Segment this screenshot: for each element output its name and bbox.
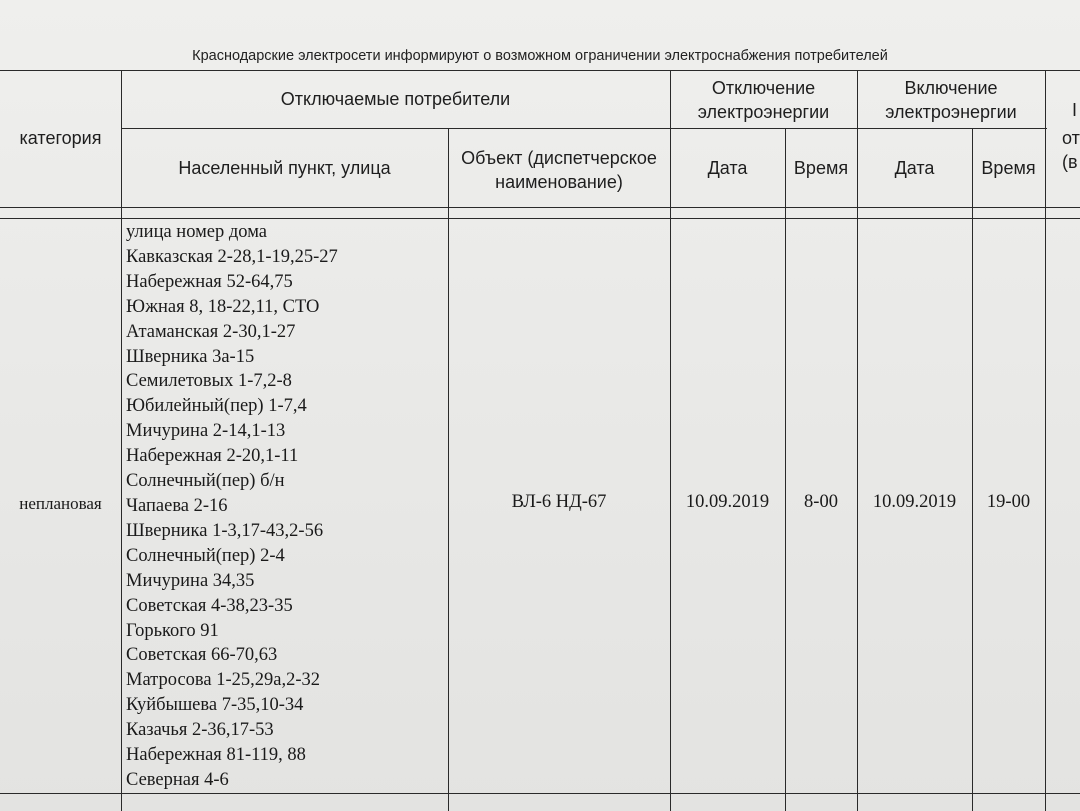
list-item: Атаманская 2-30,1-27 bbox=[126, 321, 296, 342]
header-cut-3: (в bbox=[1062, 152, 1078, 172]
list-item: Шверника 1-3,17-43,2-56 bbox=[126, 520, 324, 541]
object-col-border bbox=[670, 70, 671, 811]
header-consumers: Отключаемые потребители bbox=[280, 89, 511, 109]
list-item: улица номер дома bbox=[126, 222, 267, 242]
header-mid-border bbox=[121, 128, 1047, 129]
list-item: Куйбышева 7-35,10-34 bbox=[126, 695, 304, 716]
list-item: Мичурина 2-14,1-13 bbox=[126, 421, 286, 442]
table-top-border bbox=[0, 70, 1080, 71]
list-item: Мичурина 34,35 bbox=[126, 570, 255, 591]
row-category: неплановая bbox=[19, 494, 102, 513]
row-bottom-border bbox=[0, 793, 1080, 794]
header-on-line1: Включение bbox=[904, 78, 998, 98]
off-time-col-border bbox=[857, 70, 858, 811]
header-on-date: Дата bbox=[894, 158, 935, 178]
header-off-line2: электроэнергии bbox=[697, 102, 830, 122]
off-date-col-border bbox=[785, 128, 786, 811]
street-col-border bbox=[448, 128, 449, 811]
header-cut-1: I bbox=[1072, 100, 1078, 120]
list-item: Набережная 2-20,1-11 bbox=[126, 446, 299, 467]
row-on-time: 19-00 bbox=[986, 492, 1031, 512]
row-off-date: 10.09.2019 bbox=[685, 492, 770, 512]
row-object: ВЛ-6 НД-67 bbox=[511, 492, 607, 512]
list-item: Казачья 2-36,17-53 bbox=[126, 720, 274, 741]
list-item: Матросова 1-25,29а,2-32 bbox=[126, 670, 321, 691]
list-item: Набережная 81-119, 88 bbox=[126, 745, 306, 766]
header-locality-street: Населенный пункт, улица bbox=[178, 158, 391, 178]
list-item: Северная 4-6 bbox=[126, 769, 229, 790]
header-bottom-border-2 bbox=[0, 218, 1080, 219]
header-object-line1: Объект (диспетчерское bbox=[461, 148, 657, 168]
row-off-time: 8-00 bbox=[804, 492, 838, 512]
list-item: Советская 4-38,23-35 bbox=[126, 595, 293, 616]
header-category: категория bbox=[19, 128, 102, 148]
list-item: Шверника 3а-15 bbox=[126, 346, 255, 367]
header-cut-2: от bbox=[1062, 128, 1080, 148]
list-item: Юбилейный(пер) 1-7,4 bbox=[126, 396, 307, 417]
list-item: Чапаева 2-16 bbox=[126, 495, 228, 516]
header-off-line1: Отключение bbox=[711, 78, 816, 98]
list-item: Семилетовых 1-7,2-8 bbox=[126, 371, 292, 392]
list-item: Южная 8, 18-22,11, СТО bbox=[126, 296, 320, 317]
street-list bbox=[126, 220, 338, 793]
header-off-time: Время bbox=[793, 158, 849, 178]
header-on-line2: электроэнергии bbox=[885, 102, 1017, 122]
header-off-date: Дата bbox=[707, 158, 748, 178]
header-object-line2: наименование) bbox=[495, 172, 623, 192]
list-item: Горького 91 bbox=[126, 620, 219, 641]
on-date-col-border bbox=[972, 128, 973, 811]
list-item: Кавказская 2-28,1-19,25-27 bbox=[126, 246, 338, 267]
row-on-date: 10.09.2019 bbox=[872, 492, 957, 512]
list-item: Солнечный(пер) 2-4 bbox=[126, 545, 285, 566]
on-time-col-border bbox=[1045, 70, 1046, 811]
list-item: Набережная 52-64,75 bbox=[126, 271, 293, 292]
document-title: Краснодарские электросети информируют о возможном ограничении электроснабжения потребителей bbox=[192, 48, 888, 64]
header-on-time: Время bbox=[981, 158, 1036, 178]
category-col-border bbox=[121, 70, 122, 811]
list-item: Советская 66-70,63 bbox=[126, 645, 278, 666]
header-bottom-border bbox=[0, 207, 1080, 208]
list-item: Солнечный(пер) б/н bbox=[126, 471, 285, 492]
